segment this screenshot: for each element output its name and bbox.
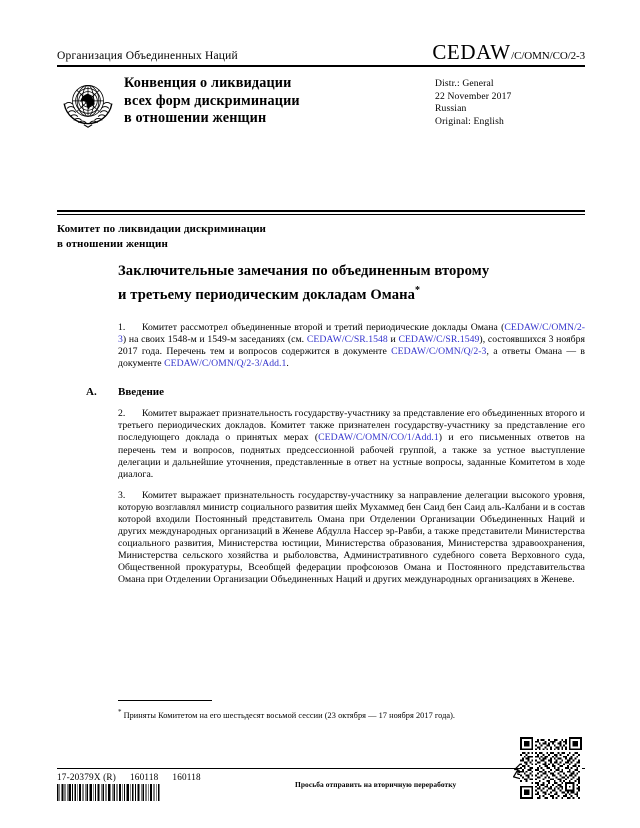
- footnote-1: [118, 707, 538, 721]
- page-title-line-2: и третьему периодическим докладам Омана: [118, 286, 416, 303]
- page-title: [118, 262, 585, 305]
- paragraph-3: [118, 490, 585, 587]
- masthead-rule-group: [57, 210, 585, 215]
- document-symbol-suffix: /C/OMN/CO/2-3: [511, 50, 585, 62]
- paragraph-1: [118, 322, 585, 370]
- footnote-separator: [118, 700, 212, 701]
- qr-code: [520, 737, 582, 799]
- committee-heading-line-1: Комитет по ликвидации дискриминации: [57, 223, 267, 235]
- paragraph-2-text: Комитет выражает признательность государству-участнику за представление его объединенных второго и третьего периодических докладов. Комитет также признателен государству-участнику за представление его последующего доклада о принятых мерах (CEDAW/C/OMN/CO/1/Add.1) и его письменных ответов на перечень тем и вопросов, поднятых предсессионной рабочей группой, а также за устное выступление делегации и дальнейшие уточнения, представленные в ответ на устные вопросы, заданные Комитетом в ходе диалога.: [118, 408, 586, 480]
- document-symbol-link[interactable]: CEDAW/C/OMN/2-3: [118, 321, 585, 345]
- date-code-1: 160118: [130, 772, 159, 782]
- paragraph-1-number: 1.: [118, 321, 126, 333]
- masthead-body: [57, 67, 585, 144]
- document-language: Russian: [435, 103, 467, 115]
- masthead-rule-bottom-thin: [57, 214, 585, 215]
- committee-heading: [57, 222, 585, 251]
- document-symbol-link[interactable]: CEDAW/C/SR.1548: [306, 333, 388, 345]
- footer-separator: [57, 768, 585, 769]
- footnote-text: Приняты Комитетом на его шестьдесят восьмой сессии (23 октября — 17 ноября 2017 года).: [123, 710, 456, 720]
- convention-title-line-3: в отношении женщин: [124, 110, 267, 126]
- page-title-line-1: Заключительные замечания по объединенным второму: [118, 263, 490, 279]
- masthead-top-row: [57, 42, 585, 65]
- document-symbol: [432, 42, 585, 63]
- distribution-type: Distr.: General: [435, 78, 494, 89]
- masthead: [57, 42, 585, 144]
- date-code-2: 160118: [172, 772, 201, 782]
- section-heading-a: [86, 385, 585, 399]
- document-symbol-main: CEDAW: [432, 40, 511, 64]
- paragraph-1-text: Комитет рассмотрел объединенные второй и третий периодические доклады Омана (CEDAW/C/OMN/2-3) на своих 1548-м и 1549-м заседаниях (см. CEDAW/C/SR.1548 и CEDAW/C/SR.1549), состоявшихся 3 ноября 2017 года. Перечень тем и вопросов содержится в документе CEDAW/C/OMN/Q/2-3, а ответы Омана — в документе CEDAW/C/OMN/Q/2-3/Add.1.: [118, 321, 585, 370]
- paragraph-2: [118, 408, 585, 481]
- document-original-language: Original: English: [435, 115, 504, 127]
- document-body: [86, 262, 586, 596]
- section-letter-a: A.: [86, 386, 97, 399]
- convention-title-line-1: Конвенция о ликвидации: [124, 75, 292, 91]
- convention-title-line-2: всех форм дискриминации: [124, 92, 300, 109]
- committee-heading-line-2: в отношении женщин: [57, 237, 168, 250]
- job-number-line: [57, 772, 215, 782]
- title-footnote-marker: *: [415, 285, 421, 296]
- document-symbol-link[interactable]: CEDAW/C/OMN/Q/2-3/Add.1: [164, 358, 287, 370]
- intro-paragraphs: [118, 322, 585, 370]
- section-title-a: Введение: [118, 386, 165, 399]
- job-number: 17-20379X (R): [57, 772, 116, 782]
- document-symbol-link[interactable]: CEDAW/C/OMN/CO/1/Add.1: [318, 432, 439, 444]
- convention-title: [124, 74, 435, 128]
- barcode: [57, 784, 162, 801]
- paragraph-3-number: 3.: [118, 489, 126, 501]
- paragraph-3-text: Комитет выражает признательность государству-участнику за направление делегации высокого уровня, которую возглавлял министр социального развития шейх Мухаммед бен Саид бен Саид аль-Калбани и в состав которой входили Постоянный представитель Омана при Отделении Организации Объединенных Наций и других международных организаций в Женеве Абдулла Нассер эр-Равби, а также представители Министерства социального развития, Министерства юстиции, Министерства образования, Министерства здравоохранения, Министерства сельского хозяйства и рыболовства, Административного судебного совета Верховного суда, Общественной прокуратуры, Всеобщей федерации профсоюзов Омана и Постоянного представительства Омана при Отделении Организации Объединенных Наций и других международных организациях в Женеве.: [118, 489, 585, 586]
- paragraph-2-number: 2.: [118, 408, 126, 420]
- organization-name: Организация Объединенных Наций: [57, 50, 238, 62]
- un-emblem: [57, 76, 119, 132]
- recycle-note: Просьба отправить на вторичную переработку: [295, 780, 457, 789]
- document-symbol-link[interactable]: CEDAW/C/OMN/Q/2-3: [391, 346, 487, 358]
- document-date: 22 November 2017: [435, 90, 512, 102]
- document-symbol-link[interactable]: CEDAW/C/SR.1549: [398, 333, 480, 345]
- distribution-block: [435, 74, 585, 128]
- footnote-marker: *: [118, 708, 122, 716]
- page-footer: [57, 772, 585, 820]
- footnote-block: [118, 700, 538, 721]
